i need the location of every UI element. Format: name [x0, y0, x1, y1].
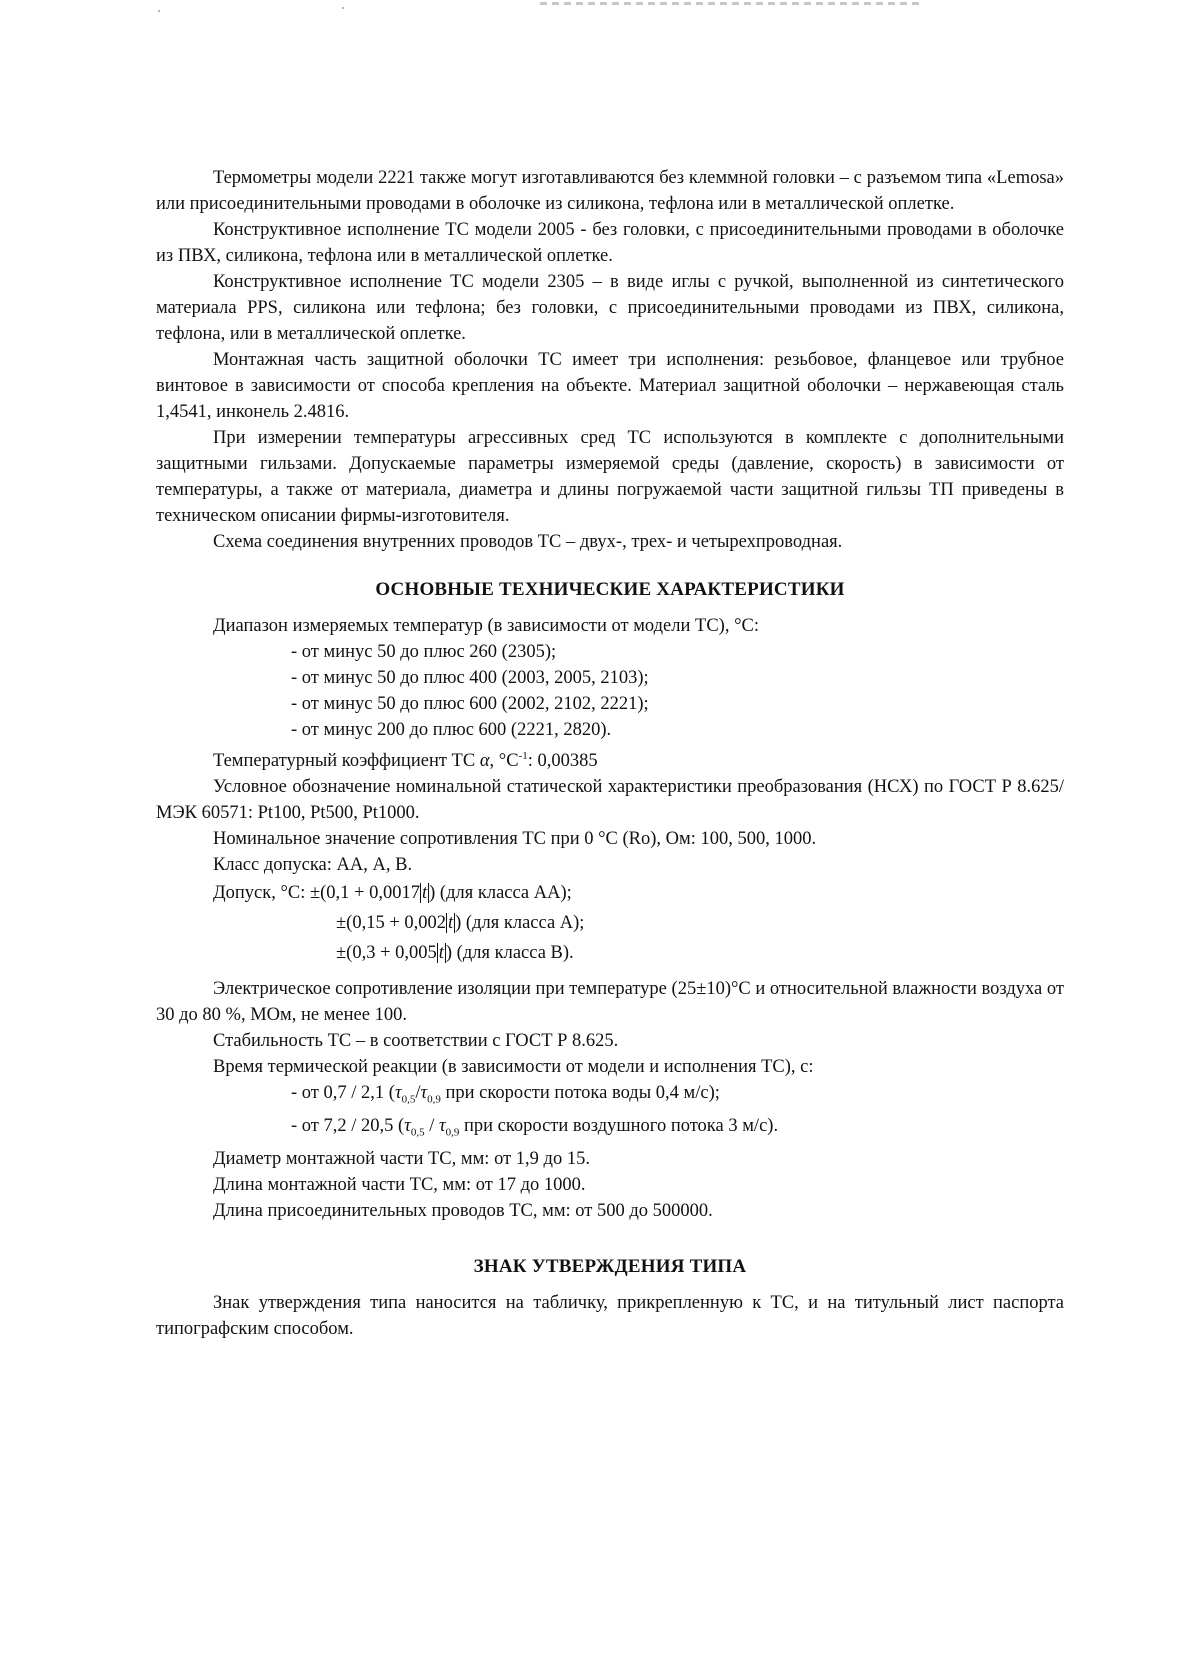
tolerance-class-note: ) (для класса АА);	[429, 883, 572, 904]
response-time-label: Время термической реакции (в зависимости от модели и исполнения ТС), с:	[213, 1057, 814, 1078]
response-condition: при скорости воздушного потока 3 м/с).	[459, 1115, 779, 1136]
paragraph-model-2221: Термометры модели 2221 также могут изготавливаются без клеммной головки – с разъемом типа «Lemosa» или присоединительными проводами в оболочке из силикона, тефлона или в металлической оплетке.	[156, 168, 1064, 214]
insulation-resistance: Электрическое сопротивление изоляции при температуре (25±10)°C и относительной влажности воздуха от 30 до 80 %, МОм, не менее 100.	[156, 979, 1064, 1026]
tau-symbol: τ	[438, 1115, 446, 1136]
tolerance-class: Класс допуска: АА, А, В.	[213, 855, 413, 876]
scan-artifact	[158, 10, 160, 12]
paragraph-mounting: Монтажная часть защитной оболочки ТС имеет три исполнения: резьбовое, фланцевое или трубное винтовое в зависимости от способа крепления на объекте. Материал защитной оболочки – нержавеющая сталь 1,4541, инконель 2.4816.	[156, 350, 1064, 422]
range-item: - от минус 50 до плюс 400 (2003, 2005, 2103);	[291, 668, 649, 688]
paragraph-model-2305: Конструктивное исполнение ТС модели 2305 – в виде иглы с ручкой, выполненной из синтетического материала PPS, силикона или тефлона; без головки, с присоединительными проводами из ПВХ, силикона, тефлона, или в металлической оплетке.	[156, 272, 1064, 344]
nominal-resistance: Номинальное значение сопротивления ТС при 0 °C (Ro), Ом: 100, 500, 1000.	[213, 829, 817, 850]
temp-coeff-value: : 0,00385	[527, 751, 598, 772]
tolerance-formula: ±(0,15 + 0,002	[336, 913, 446, 934]
response-time-item	[156, 1080, 1064, 1113]
tolerance-formula: ±(0,1 + 0,0017	[309, 883, 420, 904]
tolerance-row	[156, 908, 1064, 938]
separator: /	[415, 1083, 421, 1104]
tolerance-class-note: ) (для класса В).	[445, 943, 574, 964]
response-time-item	[156, 1113, 1064, 1146]
temp-coeff-label: Температурный коэффициент ТС	[213, 751, 476, 772]
tau-symbol: τ	[420, 1083, 428, 1104]
temp-coeff-exponent: -1	[518, 750, 528, 762]
document-body	[156, 165, 1064, 1342]
approval-paragraph: Знак утверждения типа наносится на табличку, прикрепленную к ТС, и на титульный лист паспорта типографским способом.	[156, 1292, 1064, 1339]
tau-symbol: τ	[404, 1115, 411, 1136]
paragraph-model-2005: Конструктивное исполнение ТС модели 2005 - без головки, с присоединительными проводами в оболочке из ПВХ, силикона, тефлона или в металлической оплетке.	[156, 220, 1064, 266]
range-label: Диапазон измеряемых температур (в зависимости от модели ТС), °C:	[213, 616, 759, 636]
abs-t: t	[421, 883, 428, 904]
section-heading-specs: ОСНОВНЫЕ ТЕХНИЧЕСКИЕ ХАРАКТЕРИСТИКИ	[375, 579, 845, 600]
tolerance-label: Допуск, °C:	[213, 883, 306, 904]
wire-length: Длина присоединительных проводов ТС, мм: от 500 до 500000.	[213, 1200, 713, 1221]
response-value: - от 7,2 / 20,5 (	[291, 1115, 405, 1136]
tau-symbol: τ	[394, 1083, 402, 1104]
range-item: - от минус 200 до плюс 600 (2221, 2820).	[291, 720, 612, 740]
tolerance-row	[156, 878, 1064, 908]
response-condition: при скорости потока воды 0,4 м/с);	[440, 1083, 720, 1104]
scan-artifact	[342, 7, 344, 9]
abs-t: t	[438, 943, 444, 964]
temp-coeff-unit: , °C	[489, 751, 519, 772]
abs-t: t	[448, 913, 454, 934]
tolerance-row	[156, 938, 1064, 968]
paragraph-aggressive-media: При измерении температуры агрессивных сред ТС используются в комплекте с дополнительными защитными гильзами. Допускаемые параметры измеряемой среды (давление, скорость) в зависимости от температуры, а также от материала, диаметра и длины погружаемой части защитной гильзы ТП приведены в техническом описании фирмы-изготовителя.	[156, 428, 1064, 526]
response-value: - от 0,7 / 2,1 (	[291, 1083, 395, 1104]
temp-coefficient	[156, 743, 1064, 774]
nsx-designation: Условное обозначение номинальной статической характеристики преобразования (НСХ) по ГОСТ Р 8.625/МЭК 60571: Pt100, Pt500, Pt1000.	[156, 777, 1064, 824]
stability: Стабильность ТС – в соответствии с ГОСТ Р 8.625.	[213, 1031, 619, 1052]
range-item: - от минус 50 до плюс 260 (2305);	[291, 642, 557, 662]
tau-subscript: 0,9	[445, 1126, 460, 1139]
scan-artifact	[540, 2, 920, 5]
separator: /	[424, 1115, 439, 1136]
tau-subscript: 0,5	[410, 1126, 425, 1139]
mount-length: Длина монтажной части ТС, мм: от 17 до 1000.	[213, 1174, 586, 1195]
range-item: - от минус 50 до плюс 600 (2002, 2102, 2221);	[291, 694, 649, 714]
tau-subscript: 0,5	[401, 1093, 416, 1106]
mount-diameter: Диаметр монтажной части ТС, мм: от 1,9 до 15.	[213, 1148, 590, 1169]
alpha-symbol: α	[479, 751, 490, 772]
section-heading-approval: ЗНАК УТВЕРЖДЕНИЯ ТИПА	[473, 1255, 747, 1277]
paragraph-wiring-scheme: Схема соединения внутренних проводов ТС – двух-, трех- и четырехпроводная.	[213, 532, 843, 552]
tolerance-formula: ±(0,3 + 0,005	[336, 943, 437, 964]
tolerance-class-note: ) (для класса А);	[455, 913, 585, 934]
tau-subscript: 0,9	[427, 1093, 441, 1106]
